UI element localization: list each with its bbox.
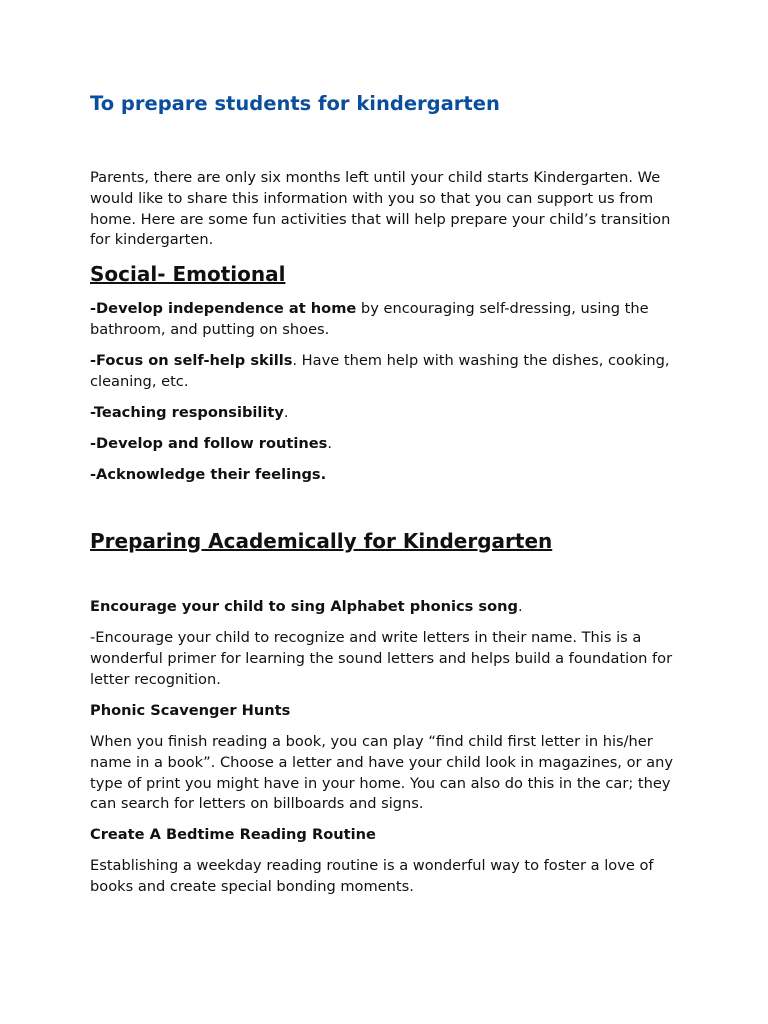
item-text: by encouraging self-dressing, using the bathroom, and putting on shoes. (90, 300, 649, 338)
social-emotional-heading: Social- Emotional (90, 262, 286, 286)
item-bold-label: -Develop independence at home (90, 300, 357, 317)
document-title: To prepare students for kindergarten (90, 92, 500, 115)
list-item (90, 434, 680, 455)
list-item (90, 299, 680, 341)
list-item (90, 465, 680, 486)
item-bold-label: -Develop and follow routines (90, 435, 328, 452)
sing-paragraph (90, 597, 680, 618)
item-bold-label: -Acknowledge their feelings. (90, 466, 327, 483)
sing-text: . (517, 598, 523, 615)
list-item (90, 351, 680, 393)
item-bold-label: -Teaching responsibility (90, 404, 284, 421)
scavenger-heading-text: Phonic Scavenger Hunts (90, 702, 291, 719)
intro-paragraph: Parents, there are only six months left until your child starts Kindergarten. We would like to share this information with you so that you can support us from home. Here are some fun activities that will help prepare your child’s transition for kindergarten. (90, 169, 671, 249)
list-item (90, 403, 680, 424)
scavenger-paragraph: When you finish reading a book, you can play “find child first letter in his/her name in a book”. Choose a letter and have your child look in magazines, or any type of print you might have in your home. You can also do this in the car; they can search for letters on billboards and signs. (90, 733, 673, 813)
item-bold-label: -Focus on self-help skills (90, 352, 293, 369)
item-text: . (283, 404, 289, 421)
item-text: . (327, 435, 332, 452)
sing-bold-label: Encourage your child to sing Alphabet phonics song (90, 598, 518, 615)
bedtime-heading (90, 825, 680, 846)
academic-heading: Preparing Academically for Kindergarten (90, 529, 553, 553)
scavenger-heading (90, 701, 680, 722)
item-text: . Have them help with washing the dishes, cooking, cleaning, etc. (90, 352, 670, 390)
bedtime-heading-text: Create A Bedtime Reading Routine (90, 826, 376, 843)
bedtime-paragraph: Establishing a weekday reading routine is a wonderful way to foster a love of books and create special bonding moments. (90, 857, 654, 895)
recognize-paragraph: -Encourage your child to recognize and write letters in their name. This is a wonderful primer for learning the sound letters and helps build a foundation for letter recognition. (90, 629, 673, 688)
